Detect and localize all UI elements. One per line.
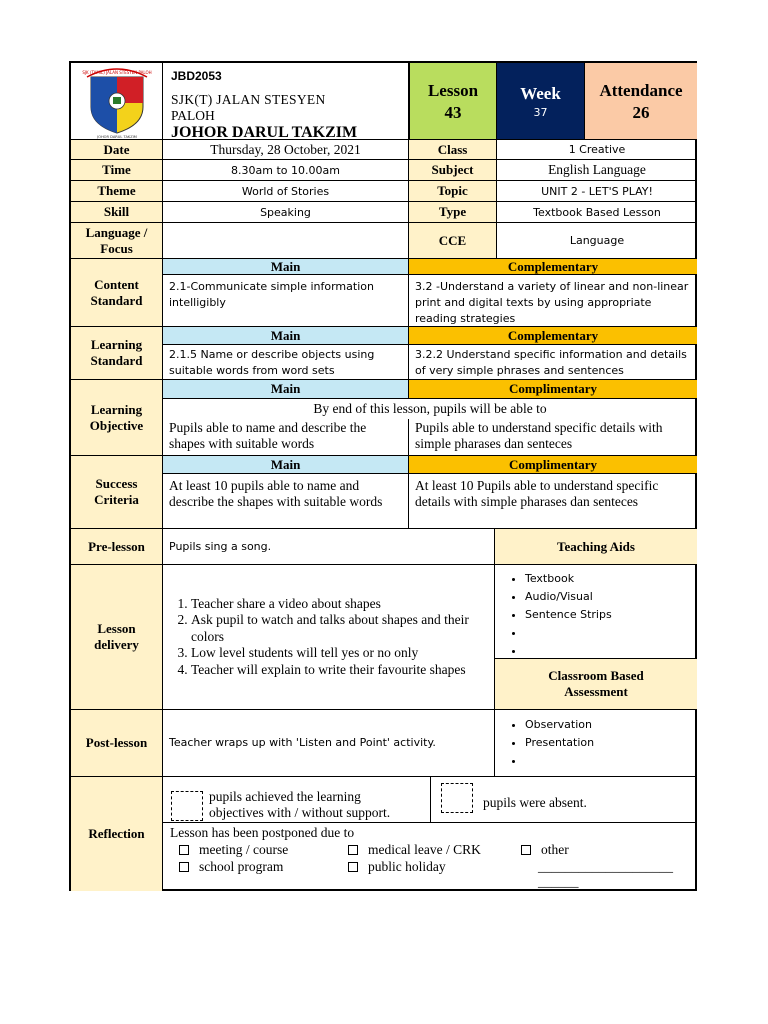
lesson-delivery-step: 3. Low level students will tell yes or no only bbox=[191, 645, 486, 662]
teaching-aid-item bbox=[525, 624, 697, 642]
content-standard-main-header: Main bbox=[163, 259, 409, 275]
class-value: 1 Creative bbox=[497, 140, 697, 160]
learning-standard-main-text: 2.1.5 Name or describe objects using suitable words from word sets bbox=[163, 345, 409, 380]
achieved-text-line-1: pupils achieved the learning bbox=[209, 789, 361, 804]
attendance-label: Attendance bbox=[599, 81, 683, 100]
reflection-label: Reflection bbox=[71, 777, 163, 891]
teaching-aid-item: • Sentence Strips bbox=[525, 606, 697, 624]
success-criteria-label bbox=[71, 456, 163, 529]
subject-value: English Language bbox=[497, 160, 697, 181]
success-criteria-comp-header: Complimentary bbox=[409, 456, 697, 474]
reflection-achieved-cell bbox=[163, 777, 431, 823]
lesson-delivery-step: 4. Teacher will explain to write their favourite shapes bbox=[191, 662, 486, 679]
option-school-label: school program bbox=[199, 859, 284, 874]
other-reason-line-1[interactable]: ____________________ bbox=[538, 859, 673, 874]
learning-standard-comp-header: Complementary bbox=[409, 327, 697, 345]
teaching-aid-item: • Audio/Visual bbox=[525, 588, 697, 606]
option-holiday[interactable] bbox=[348, 859, 446, 875]
post-lesson-text: Teacher wraps up with 'Listen and Point' activity. bbox=[163, 710, 495, 777]
teaching-aids-list-cell bbox=[495, 565, 697, 659]
content-standard-comp-text: 3.2 -Understand a variety of linear and non-linear print and digital texts by using appropriate reading strategies bbox=[409, 275, 697, 327]
achieved-count-box[interactable] bbox=[171, 791, 203, 821]
assessment-item: • Observation bbox=[525, 716, 697, 734]
cce-label: CCE bbox=[409, 223, 497, 259]
checkbox-icon[interactable] bbox=[179, 845, 189, 855]
lesson-delivery-steps bbox=[163, 596, 486, 679]
week-cell bbox=[497, 63, 585, 140]
option-school[interactable] bbox=[179, 859, 283, 875]
teaching-aid-item bbox=[525, 642, 697, 659]
lesson-delivery-step: 2. Ask pupil to watch and talks about shapes and their colors bbox=[191, 612, 486, 645]
assessment-list-cell bbox=[495, 710, 697, 777]
school-name-line-3: JOHOR DARUL TAKZIM bbox=[171, 124, 358, 140]
option-medical[interactable] bbox=[348, 842, 481, 858]
learning-standard-comp-text: 3.2.2 Understand specific information and details of very simple phrases and sentences bbox=[409, 345, 697, 380]
content-standard-label-line-2: Standard bbox=[90, 292, 143, 308]
lesson-delivery-label-line-1: Lesson bbox=[97, 621, 136, 636]
learning-objective-main-header: Main bbox=[163, 380, 409, 399]
classroom-assessment-header-line-2: Assessment bbox=[564, 684, 628, 699]
language-focus-label-line-1: Language / bbox=[85, 224, 148, 240]
postponed-text: Lesson has been postponed due to bbox=[170, 825, 355, 840]
type-value: Textbook Based Lesson bbox=[497, 202, 697, 223]
reflection-absent-cell bbox=[431, 777, 697, 823]
attendance-cell bbox=[585, 63, 697, 140]
lesson-delivery-step: 1. Teacher share a video about shapes bbox=[191, 596, 486, 613]
learning-objective-main-text: Pupils able to name and describe the shapes with suitable words bbox=[163, 419, 409, 456]
language-focus-value bbox=[163, 223, 409, 259]
time-label: Time bbox=[71, 160, 163, 181]
learning-standard-label bbox=[71, 327, 163, 380]
theme-value: World of Stories bbox=[163, 181, 409, 202]
classroom-assessment-header-line-1: Classroom Based bbox=[548, 668, 644, 683]
absent-count-box[interactable] bbox=[441, 783, 473, 813]
absent-text: pupils were absent. bbox=[483, 795, 587, 810]
checkbox-icon[interactable] bbox=[179, 862, 189, 872]
success-criteria-comp-text: At least 10 Pupils able to understand specific details with simple pharases dan senteces bbox=[409, 474, 697, 529]
week-number: 37 bbox=[533, 106, 548, 119]
option-meeting[interactable] bbox=[179, 842, 288, 858]
option-other[interactable] bbox=[521, 842, 569, 858]
language-focus-label-line-2: Focus bbox=[100, 240, 133, 256]
learning-objective-label-line-2: Objective bbox=[89, 417, 144, 433]
learning-objective-comp-header: Complimentary bbox=[409, 380, 697, 399]
skill-value: Speaking bbox=[163, 202, 409, 223]
other-reason-line-2[interactable]: ______ bbox=[538, 874, 579, 889]
success-criteria-label-line-1: Success bbox=[95, 476, 138, 491]
option-meeting-label: meeting / course bbox=[199, 842, 289, 857]
learning-objective-intro: By end of this lesson, pupils will be able to bbox=[313, 401, 547, 416]
lesson-label: Lesson bbox=[427, 81, 479, 100]
lesson-delivery-label-line-2: delivery bbox=[94, 637, 139, 652]
week-label: Week bbox=[520, 84, 561, 103]
teaching-aid-item: • Textbook bbox=[525, 570, 697, 588]
checkbox-icon[interactable] bbox=[348, 862, 358, 872]
lesson-delivery-label bbox=[71, 565, 163, 710]
attendance-number: 26 bbox=[632, 103, 650, 122]
lesson-plan-sheet bbox=[69, 61, 697, 891]
content-standard-label bbox=[71, 259, 163, 327]
language-focus-label bbox=[71, 223, 163, 259]
class-label: Class bbox=[409, 140, 497, 160]
checkbox-icon[interactable] bbox=[348, 845, 358, 855]
content-standard-main-text: 2.1-Communicate simple information intelligibly bbox=[163, 275, 409, 327]
school-logo-cell bbox=[71, 63, 163, 140]
option-medical-label: medical leave / CRK bbox=[368, 842, 481, 857]
learning-objective-label-line-1: Learning bbox=[90, 401, 143, 417]
school-code: JBD2053 bbox=[171, 69, 222, 83]
skill-label: Skill bbox=[71, 202, 163, 223]
date-value: Thursday, 28 October, 2021 bbox=[163, 140, 409, 160]
assessment-item bbox=[525, 752, 697, 770]
teaching-aids-header: Teaching Aids bbox=[495, 529, 697, 565]
option-other-label: other bbox=[541, 842, 569, 857]
school-name-line-1: SJK(T) JALAN STESYEN bbox=[171, 92, 326, 107]
subject-label: Subject bbox=[409, 160, 497, 181]
learning-standard-main-header: Main bbox=[163, 327, 409, 345]
checkbox-icon[interactable] bbox=[521, 845, 531, 855]
school-name-line-2: PALOH bbox=[171, 108, 215, 123]
lesson-cell bbox=[409, 63, 497, 140]
content-standard-label-line-1: Content bbox=[94, 276, 139, 292]
pre-lesson-text: Pupils sing a song. bbox=[163, 529, 495, 565]
learning-standard-label-line-1: Learning bbox=[90, 337, 143, 352]
learning-objective-label bbox=[71, 380, 163, 456]
time-value: 8.30am to 10.00am bbox=[163, 160, 409, 181]
theme-label: Theme bbox=[71, 181, 163, 202]
reflection-postponed-cell bbox=[163, 823, 697, 891]
success-criteria-label-line-2: Criteria bbox=[94, 492, 139, 507]
school-crest-icon bbox=[71, 63, 163, 140]
content-standard-comp-header: Complementary bbox=[409, 259, 697, 275]
lesson-delivery-steps-cell bbox=[163, 565, 495, 710]
cce-value: Language bbox=[497, 223, 697, 259]
achieved-text-line-2: objectives with / without support. bbox=[209, 805, 391, 820]
topic-label: Topic bbox=[409, 181, 497, 202]
success-criteria-main-text: At least 10 pupils able to name and describe the shapes with suitable words bbox=[163, 474, 409, 529]
school-info-cell bbox=[163, 63, 409, 140]
teaching-aids-list bbox=[495, 570, 697, 659]
date-label: Date bbox=[71, 140, 163, 160]
assessment-list bbox=[495, 716, 697, 770]
post-lesson-label: Post-lesson bbox=[71, 710, 163, 777]
svg-text:JOHOR DARUL TAKZIM: JOHOR DARUL TAKZIM bbox=[97, 135, 137, 139]
assessment-item: • Presentation bbox=[525, 734, 697, 752]
pre-lesson-label: Pre-lesson bbox=[71, 529, 163, 565]
success-criteria-main-header: Main bbox=[163, 456, 409, 474]
svg-text:SJK (TAMIL) JALAN STESYEN PALO: SJK (TAMIL) JALAN STESYEN PALOH bbox=[82, 70, 152, 75]
classroom-assessment-header bbox=[495, 659, 697, 710]
learning-objective-comp-text: Pupils able to understand specific details with simple pharases dan senteces bbox=[409, 419, 697, 456]
type-label: Type bbox=[409, 202, 497, 223]
topic-value: UNIT 2 - LET'S PLAY! bbox=[497, 181, 697, 202]
option-holiday-label: public holiday bbox=[368, 859, 446, 874]
lesson-number: 43 bbox=[444, 103, 462, 122]
learning-standard-label-line-2: Standard bbox=[90, 353, 143, 368]
